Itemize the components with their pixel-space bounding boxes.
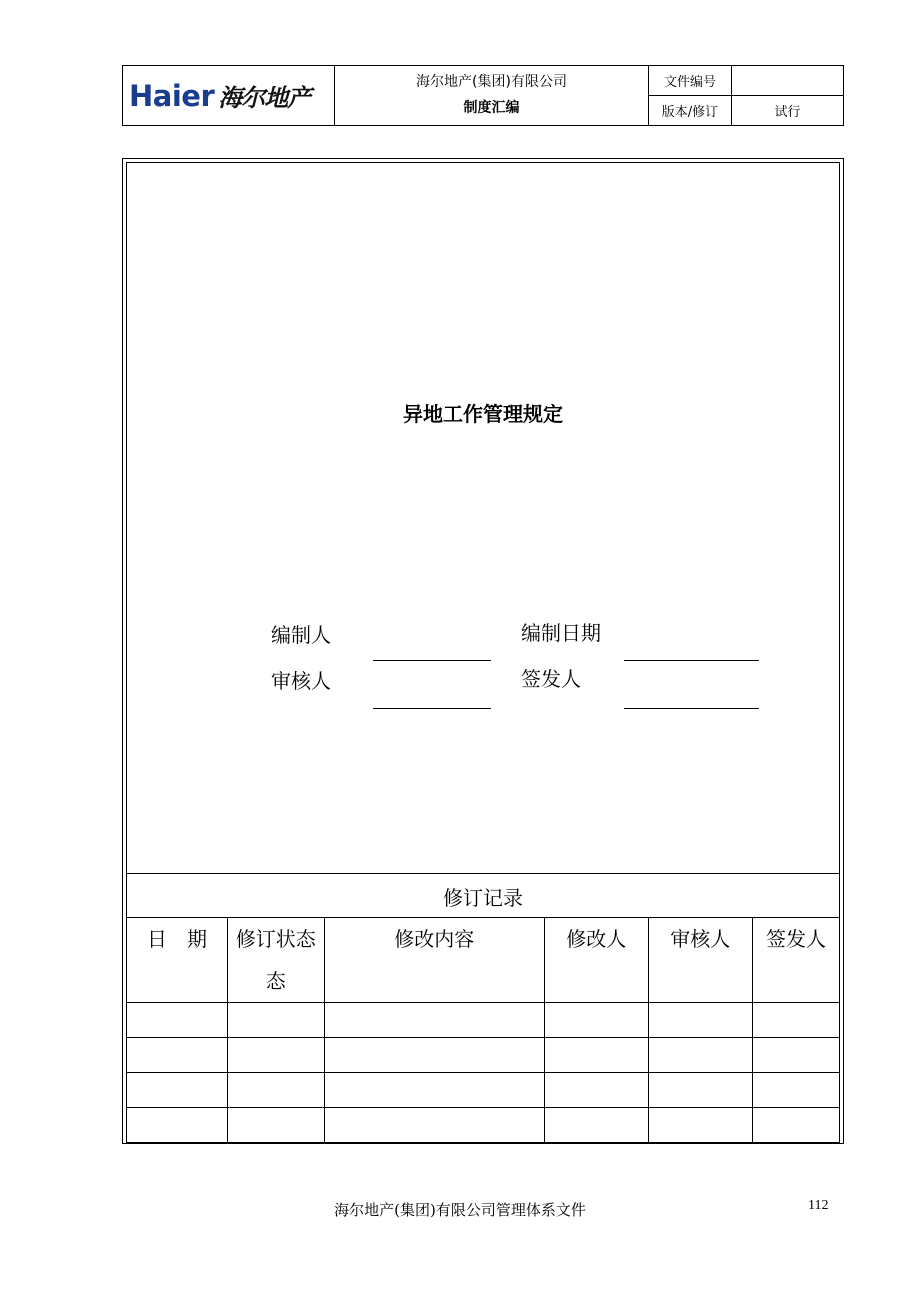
table-cell — [127, 1108, 228, 1143]
table-cell — [127, 1003, 228, 1038]
header-company-cell — [335, 66, 649, 125]
table-row — [127, 1073, 839, 1108]
table-cell — [752, 1073, 839, 1108]
prepared-date-label: 编制日期 — [521, 621, 601, 645]
table-cell — [228, 1003, 324, 1038]
col-revision-status: 修订状态态 — [228, 918, 324, 1003]
prepared-date-line — [624, 660, 759, 661]
prepared-by-line — [373, 660, 491, 661]
table-row — [127, 1038, 839, 1073]
table-cell — [545, 1073, 648, 1108]
reviewed-by-label: 审核人 — [271, 669, 331, 693]
table-cell — [545, 1003, 648, 1038]
table-cell — [324, 1038, 545, 1073]
col-issued-by: 签发人 — [752, 918, 839, 1003]
table-cell — [228, 1108, 324, 1143]
table-cell — [127, 1073, 228, 1108]
issued-by-line — [624, 708, 759, 709]
table-cell — [648, 1108, 752, 1143]
file-number-label: 文件编号 — [649, 66, 732, 95]
document-header — [122, 65, 844, 126]
company-logo — [123, 66, 335, 125]
table-cell — [545, 1108, 648, 1143]
table-cell — [752, 1003, 839, 1038]
col-reviewed-by: 审核人 — [648, 918, 752, 1003]
issued-by-label: 签发人 — [521, 667, 581, 691]
col-modified-by: 修改人 — [545, 918, 648, 1003]
revision-record-title: 修订记录 — [127, 873, 839, 918]
table-cell — [752, 1038, 839, 1073]
table-row — [127, 1108, 839, 1143]
company-name: 海尔地产(集团)有限公司 — [416, 74, 567, 91]
version-label: 版本/修订 — [649, 96, 732, 125]
table-cell — [648, 1073, 752, 1108]
version-value: 试行 — [774, 105, 801, 120]
col-date: 日 期 — [127, 918, 228, 1003]
revision-table-header — [127, 918, 839, 1003]
logo-cjk-text: 海尔地产 — [218, 83, 311, 112]
col-change-content: 修改内容 — [324, 918, 545, 1003]
table-row — [127, 1003, 839, 1038]
page-number: 112 — [808, 1198, 829, 1213]
reviewed-by-line — [373, 708, 491, 709]
table-cell — [324, 1003, 545, 1038]
header-meta — [649, 66, 843, 125]
table-cell — [648, 1003, 752, 1038]
table-cell — [127, 1038, 228, 1073]
table-cell — [648, 1038, 752, 1073]
logo-latin-text: Haier — [129, 78, 215, 113]
version-row — [649, 95, 843, 125]
document-title: 异地工作管理规定 — [403, 402, 563, 426]
table-cell — [324, 1108, 545, 1143]
table-cell — [324, 1073, 545, 1108]
cover-frame — [122, 158, 844, 1144]
document-category: 制度汇编 — [463, 99, 520, 116]
footer-text: 海尔地产(集团)有限公司管理体系文件 — [334, 1201, 586, 1219]
file-number-row — [649, 66, 843, 95]
table-cell — [228, 1073, 324, 1108]
revision-table — [127, 917, 839, 1143]
file-number-value — [732, 66, 843, 95]
prepared-by-label: 编制人 — [271, 623, 331, 647]
cover-frame-inner — [126, 162, 840, 1143]
table-cell — [545, 1038, 648, 1073]
table-cell — [228, 1038, 324, 1073]
table-cell — [752, 1108, 839, 1143]
